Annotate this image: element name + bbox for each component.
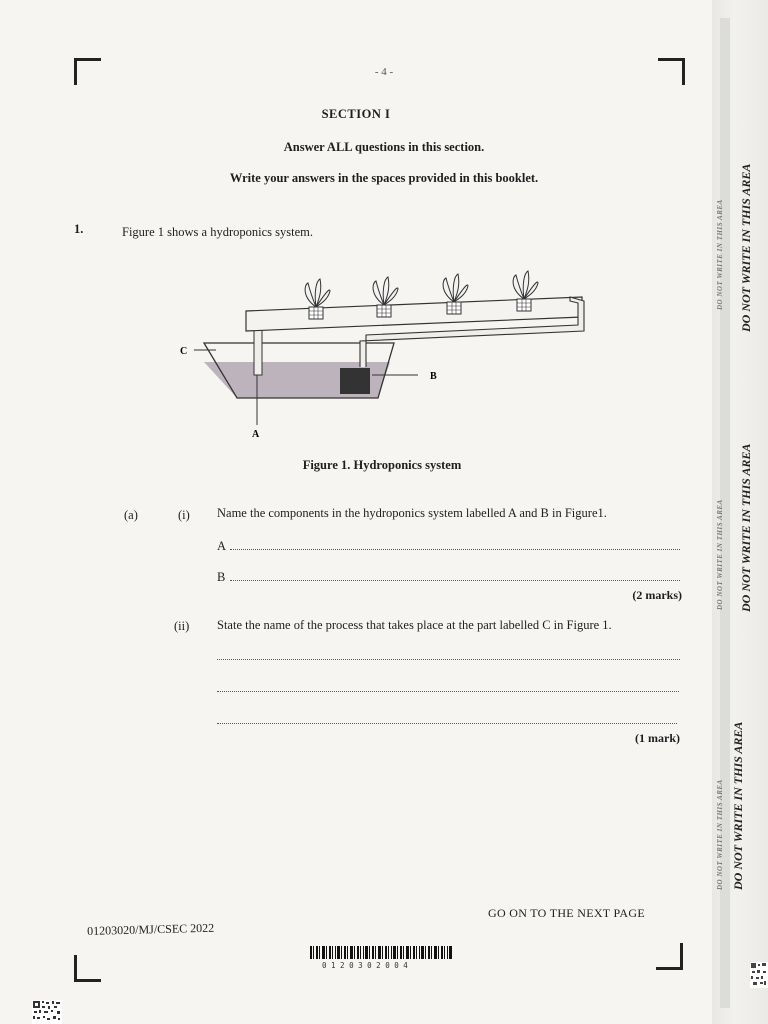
question-intro: Figure 1 shows a hydroponics system. — [122, 225, 313, 239]
figure-caption: Figure 1. Hydroponics system — [302, 458, 462, 472]
part-ii-text: State the name of the process that takes place at the part labelled C in Figure 1. — [217, 618, 612, 632]
part-ii-marks: (1 mark) — [635, 731, 680, 745]
part-i-label: (i) — [178, 508, 190, 522]
crop-mark-bottom-left — [74, 955, 101, 982]
crop-mark-bottom-right — [656, 943, 683, 970]
instruction-write-answers: Write your answers in the spaces provided in this booklet. — [229, 171, 539, 185]
hydroponics-figure — [160, 255, 600, 450]
answer-b-line[interactable] — [230, 579, 680, 581]
answer-ii-line-1[interactable] — [217, 658, 680, 660]
barcode-number: 0 1 2 0 3 0 2 0 0 4 — [322, 961, 408, 970]
answer-b-label: B — [217, 570, 226, 584]
figure-label-a: A — [252, 429, 260, 440]
figure-label-b: B — [430, 371, 437, 382]
part-ii-label: (ii) — [174, 619, 190, 633]
part-i-marks: (2 marks) — [632, 588, 682, 602]
margin-notice-top: DO NOT WRITE IN THIS AREA — [739, 163, 753, 332]
part-i-text: Name the components in the hydroponics system labelled A and B in Figure1. — [217, 506, 607, 520]
go-on-next-page: GO ON TO THE NEXT PAGE — [488, 906, 645, 920]
answer-ii-line-3[interactable] — [217, 722, 677, 724]
margin-notice-bottom: DO NOT WRITE IN THIS AREA — [731, 721, 745, 890]
page-number: - 4 - — [374, 66, 394, 78]
figure-label-c: C — [180, 346, 188, 357]
answer-ii-line-2[interactable] — [217, 690, 679, 692]
answer-a-line[interactable] — [230, 548, 680, 550]
answer-a-label: A — [217, 539, 227, 553]
question-number: 1. — [74, 222, 84, 236]
section-title: SECTION I — [321, 107, 391, 121]
exam-code: 01203020/MJ/CSEC 2022 — [87, 920, 215, 938]
part-a-label: (a) — [124, 508, 138, 522]
small-qr-code-icon — [750, 962, 768, 988]
margin-notice-faint-middle: DO NOT WRITE IN THIS AREA — [716, 499, 724, 610]
margin-notice-faint-top: DO NOT WRITE IN THIS AREA — [716, 199, 724, 310]
margin-notice-faint-bottom: DO NOT WRITE IN THIS AREA — [716, 779, 724, 890]
instruction-answer-all: Answer ALL questions in this section. — [283, 140, 485, 154]
qr-code-icon — [32, 1000, 62, 1024]
margin-notice-middle: DO NOT WRITE IN THIS AREA — [739, 443, 753, 612]
